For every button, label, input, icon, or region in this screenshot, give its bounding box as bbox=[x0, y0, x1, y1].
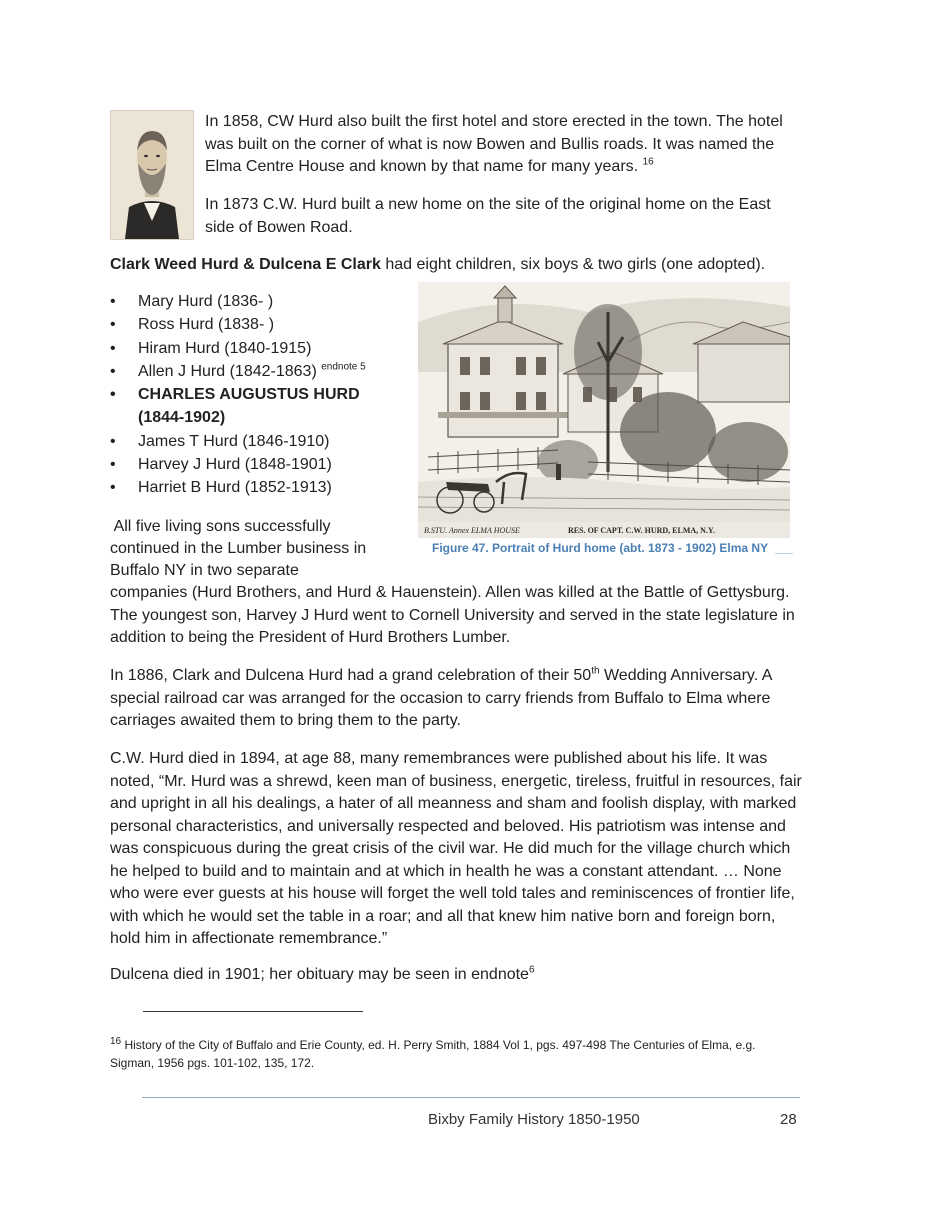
list-item: • Ross Hurd (1838- ) bbox=[110, 316, 275, 334]
footnote-ref-16[interactable]: 16 bbox=[642, 156, 654, 168]
sons-paragraph: companies (Hurd Brothers, and Hurd & Hauenstein). Allen was killed at the Battle of Gettysburg. The youngest son, Harvey J Hurd went to Cornell University and served in the state legislature in addition to being the President of Hurd Brothers Lumber. bbox=[110, 584, 795, 646]
hotel-text: In 1858, CW Hurd also built the first hotel and store erected in the town. The hotel was built on the corner of what is now Bowen and Bullis roads. It was named the Elma Centre House and known by that name for many years. bbox=[205, 113, 783, 175]
list-item: • Allen J Hurd (1842-1863) $^{endnote 5}$ bbox=[110, 361, 366, 380]
dulcena-paragraph: Dulcena died in 1901; her obituary may be seen in endnote$^6$ bbox=[110, 964, 535, 983]
footer-rule bbox=[142, 1097, 800, 1098]
anniversary-paragraph: In 1886, Clark and Dulcena Hurd had a grand celebration of their 50th Wedding Anniversary. A special railroad car was arranged for the occasion to carry friends from Buffalo to Elma where carriages awaited them to bring them to the party. bbox=[110, 665, 772, 729]
new-home-paragraph: In 1873 C.W. Hurd built a new home on the site of the original home on the East side of Bowen Road. bbox=[205, 196, 771, 236]
sons-line-1: All five living sons successfully bbox=[110, 518, 331, 535]
caption-underline bbox=[775, 553, 793, 554]
list-item: • Harriet B Hurd (1852-1913) bbox=[110, 479, 332, 497]
children-list bbox=[110, 290, 368, 500]
figure-caption: Figure 47. Portrait of Hurd home (abt. 1873 - 1902) Elma NY bbox=[432, 541, 769, 555]
engraving-left-label: B.STU. Annex ELMA HOUSE bbox=[424, 526, 520, 535]
family-text: had eight children, six boys & two girls (one adopted). bbox=[380, 256, 766, 273]
footnote-separator bbox=[143, 1011, 363, 1012]
family-paragraph bbox=[110, 254, 810, 277]
hotel-paragraph bbox=[205, 111, 795, 179]
hurd-home-engraving bbox=[418, 282, 790, 538]
parents-names: Clark Weed Hurd & Dulcena E Clark bbox=[110, 256, 381, 273]
list-item: • Harvey J Hurd (1848-1901) bbox=[110, 456, 332, 474]
list-item-charles: • CHARLES AUGUSTUS HURD (1844-1902) bbox=[110, 386, 360, 427]
portrait-image bbox=[110, 110, 194, 240]
list-item: • James T Hurd (1846-1910) bbox=[110, 432, 330, 450]
page-number: 28 bbox=[780, 1111, 797, 1128]
endnote-ref-5[interactable]: endnote 5 bbox=[321, 361, 366, 373]
list-item: • Hiram Hurd (1840-1915) bbox=[110, 339, 312, 357]
footer-title: Bixby Family History 1850-1950 bbox=[428, 1111, 640, 1128]
footnote-16: $^{16}$ History of the City of Buffalo and Erie County, ed. H. Perry Smith, 1884 Vol 1, pgs. 497-498 The Centuries of Elma, e.g. Sigman, 1956 pgs. 101-102, 135, 172. bbox=[110, 1036, 756, 1070]
sons-line-2: continued in the Lumber business in bbox=[110, 540, 367, 557]
engraving-label: RES. OF CAPT. C.W. HURD, ELMA, N.Y. bbox=[568, 526, 715, 535]
sons-line-3: Buffalo NY in two separate bbox=[110, 562, 299, 579]
death-paragraph: C.W. Hurd died in 1894, at age 88, many remembrances were published about his life. It was noted, “Mr. Hurd was a shrewd, keen man of business, energetic, tireless, fruitful in resources, fair and upright in all his dealings, a hater of all meanness and sham and foolish display, with marked personal characteristics, and universally respected and beloved. His patriotism was intense and was conspicuous during the great crisis of the civil war. He did much for the village church which he helped to build and to maintain and at which in health he was a constant attendant. … None who were ever guests at his house will forget the well told tales and reminiscences of frontier life, with which he would set the table in a roar; and all that knew him native born and foreign born, hold him in affectionate remembrance.” bbox=[110, 750, 802, 947]
list-item: • Mary Hurd (1836- ) bbox=[110, 293, 274, 310]
endnote-ref-6[interactable]: 6 bbox=[528, 964, 535, 976]
